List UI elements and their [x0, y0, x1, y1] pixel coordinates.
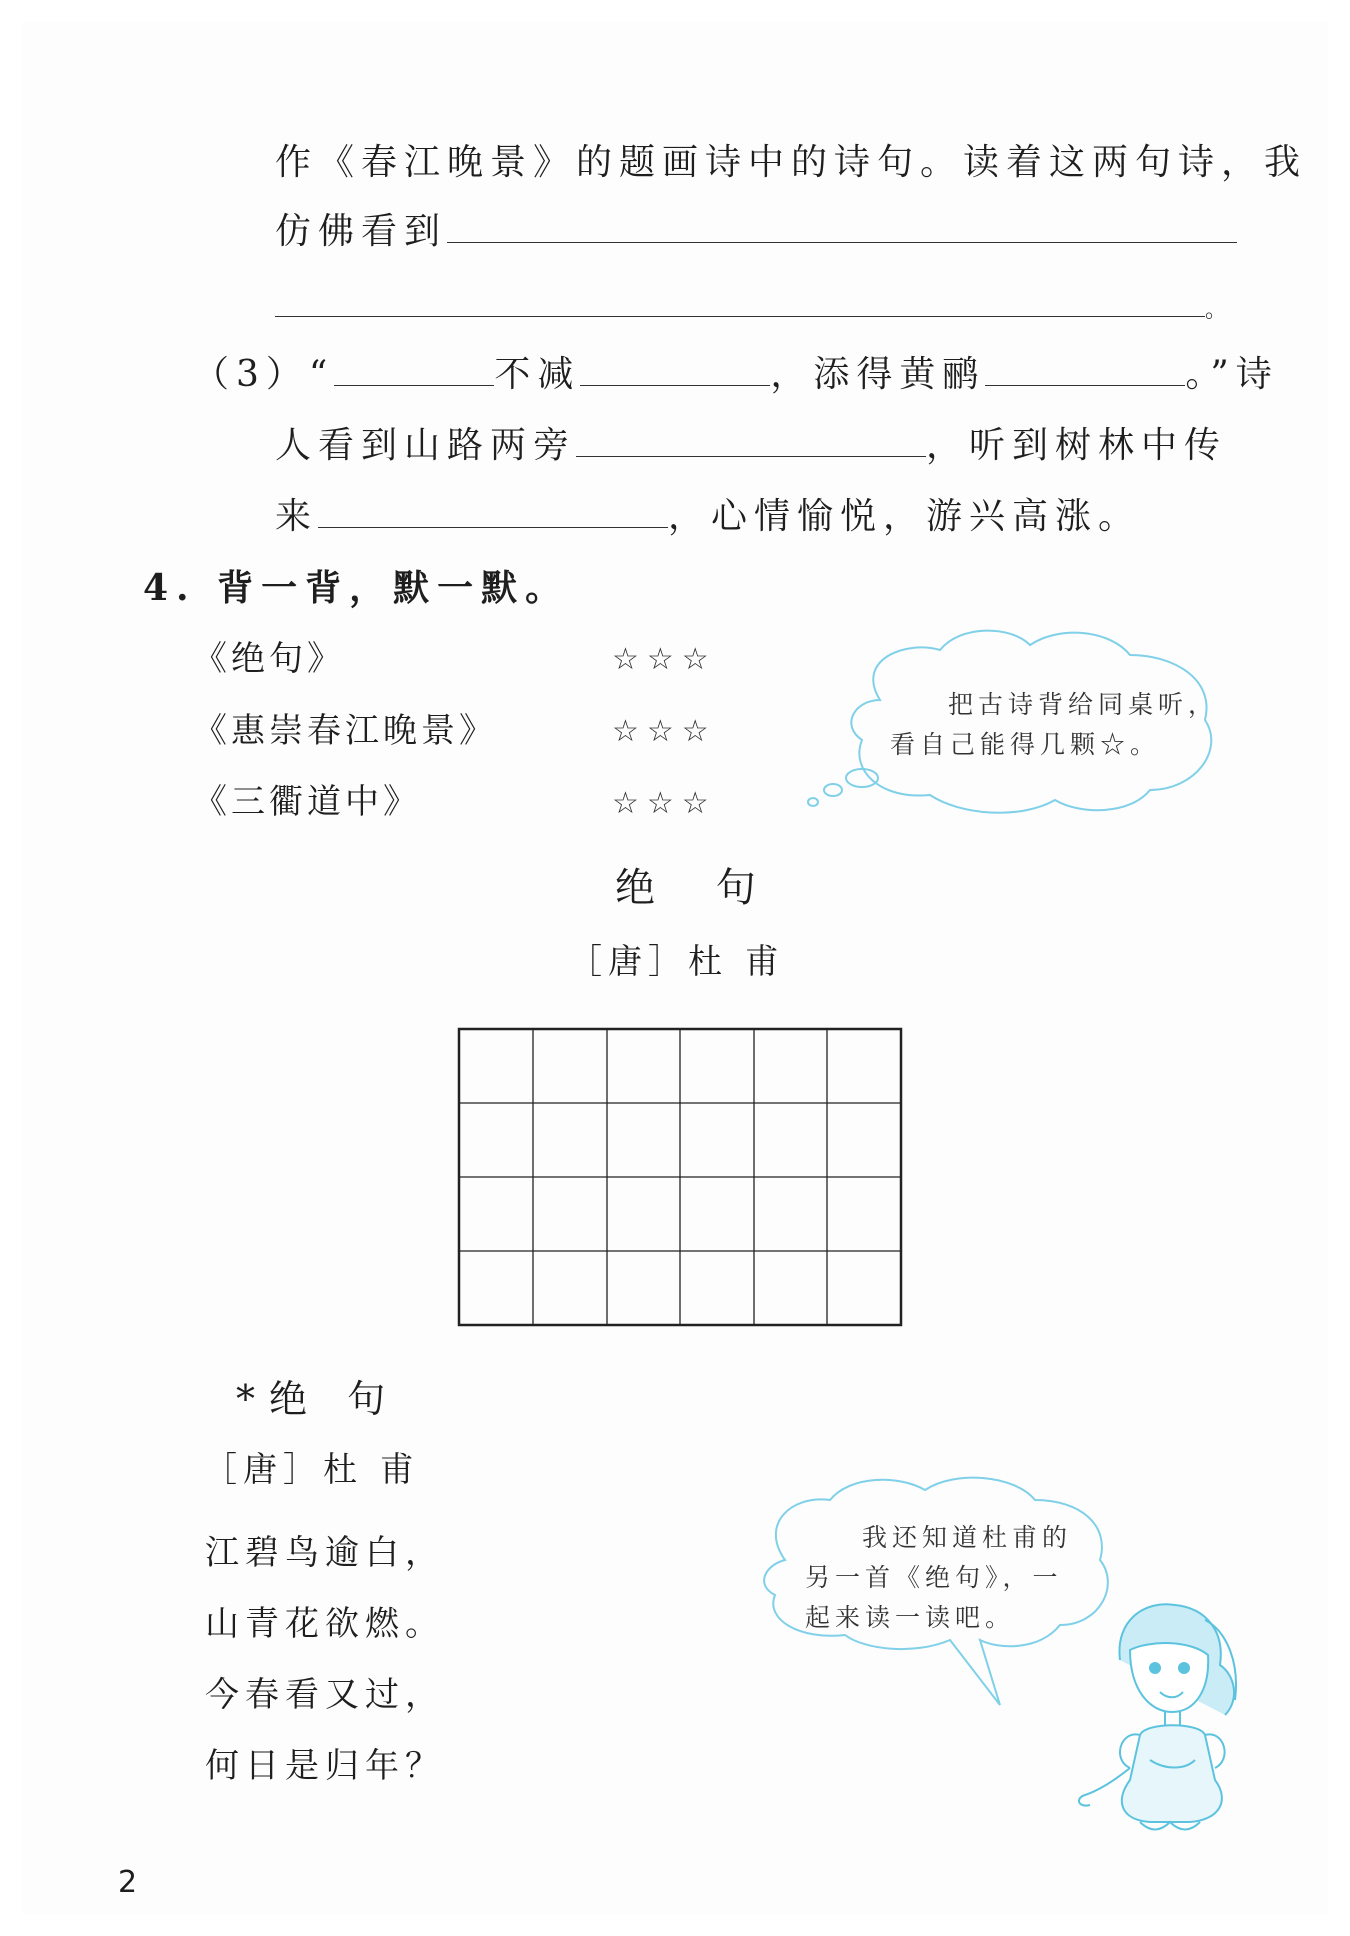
bubble-2-line-3: 起来读一读吧。 [805, 1603, 1016, 1632]
bubble-2-line-2: 另一首《绝句》，一 [805, 1563, 1063, 1592]
answer-blank[interactable] [275, 286, 1205, 317]
star-rating-2[interactable]: ☆☆☆ [612, 714, 717, 749]
answer-blank[interactable] [447, 212, 1237, 243]
answer-blank[interactable] [985, 355, 1185, 386]
answer-blank[interactable] [318, 497, 668, 528]
paragraph-line-2-text: 仿佛看到 [275, 211, 448, 252]
star-rating-3[interactable]: ☆☆☆ [612, 786, 717, 821]
section-4-heading: 4. 背一背，默一默。 [143, 567, 570, 609]
extra-poem-title: *绝 句 [236, 1377, 400, 1421]
paragraph-line-2 [275, 212, 1237, 250]
page-number: 2 [118, 1865, 138, 1900]
extra-poem-author: ［唐］杜 甫 [203, 1450, 420, 1490]
answer-blank[interactable] [576, 426, 926, 457]
item-number: （3） [193, 354, 309, 395]
paragraph-line-1: 作《春江晚景》的题画诗中的诗句。读着这两句诗，我 [275, 142, 1308, 183]
bubble-1-line-1: 把古诗背给同桌听， [948, 690, 1219, 719]
item-3-line-2-text: 人看到山路两旁 [275, 425, 577, 466]
poem-line-3: 今春看又过， [205, 1675, 445, 1715]
poem-line-2: 山青花欲燃。 [205, 1604, 445, 1644]
star-rating-1[interactable]: ☆☆☆ [612, 642, 717, 677]
open-quote: “ [308, 354, 335, 395]
item-3-line-3-end: ，心情愉悦，游兴高涨。 [668, 496, 1142, 537]
answer-blank[interactable] [334, 355, 494, 386]
item-3-line-3 [275, 497, 1141, 535]
paragraph-line-3-end: 。 [1205, 298, 1235, 323]
paragraph-line-3 [275, 286, 1234, 324]
item-3-line-2 [275, 426, 1227, 464]
item-3-text-a: 不减 [494, 354, 581, 395]
bubble-2-line-1: 我还知道杜甫的 [862, 1523, 1073, 1552]
poem-line-1: 江碧鸟逾白， [205, 1533, 445, 1573]
item-3-line-3-text: 来 [275, 496, 319, 537]
item-3-line-1 [193, 355, 1279, 393]
item-3-line-2-end: ，听到树林中传 [926, 425, 1228, 466]
answer-blank[interactable] [580, 355, 770, 386]
item-3-text-b: ，添得黄鹂 [770, 354, 986, 395]
item-3-text-c: 。”诗 [1185, 354, 1279, 395]
poem-title-3: 《三衢道中》 [193, 782, 421, 822]
bubble-1-line-2: 看自己能得几颗☆。 [890, 730, 1161, 759]
poem-title-1: 《绝句》 [193, 639, 345, 679]
dictation-poem-title: 绝 句 [615, 865, 780, 911]
poem-line-4: 何日是归年？ [205, 1746, 445, 1786]
dictation-poem-author: ［唐］杜 甫 [568, 942, 785, 982]
poem-title-2: 《惠崇春江晚景》 [193, 711, 497, 751]
